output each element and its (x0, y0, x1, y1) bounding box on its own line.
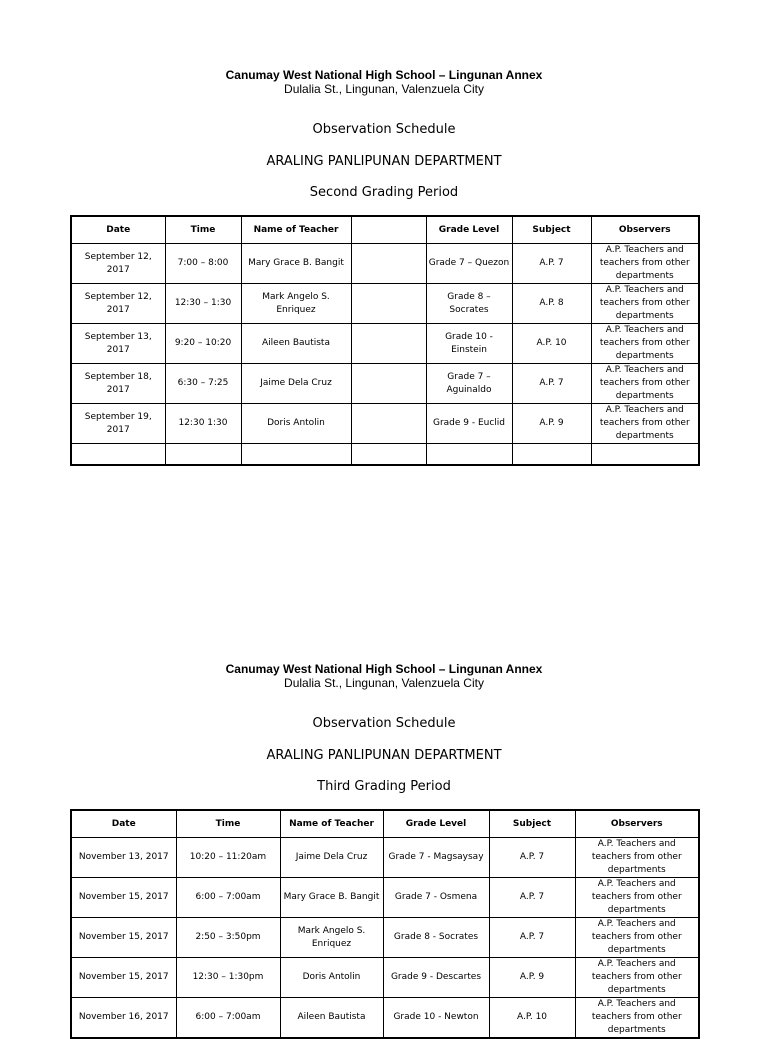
cell-subject: A.P. 9 (512, 404, 591, 444)
cell-empty (165, 444, 241, 466)
cell-teacher: Jaime Dela Cruz (241, 364, 351, 404)
table-row (71, 878, 699, 918)
cell-empty (351, 444, 426, 466)
cell-grade-level: Grade 7 – Aguinaldo (426, 364, 512, 404)
cell-observers: A.P. Teachers and teachers from other departments (591, 284, 699, 324)
cell-grade-level: Grade 9 - Euclid (426, 404, 512, 444)
schedule-table (70, 809, 700, 1039)
table-row (71, 918, 699, 958)
header-grade-level: Grade Level (383, 810, 489, 838)
cell-time: 10:20 – 11:20am (176, 838, 280, 878)
cell-date: November 16, 2017 (71, 998, 176, 1039)
cell-teacher: Mary Grace B. Bangit (241, 244, 351, 284)
cell-grade-level: Grade 7 - Magsaysay (383, 838, 489, 878)
header-teacher: Name of Teacher (241, 216, 351, 244)
table-row (71, 404, 699, 444)
cell-time: 12:30 – 1:30 (165, 284, 241, 324)
cell-subject: A.P. 7 (512, 364, 591, 404)
cell-observers: A.P. Teachers and teachers from other departments (575, 878, 699, 918)
cell-subject: A.P. 8 (512, 284, 591, 324)
cell-date: November 15, 2017 (71, 918, 176, 958)
school-address: Dulalia St., Lingunan, Valenzuela City (284, 676, 484, 690)
cell-grade-level: Grade 7 - Osmena (383, 878, 489, 918)
header-subject: Subject (512, 216, 591, 244)
cell-time: 2:50 – 3:50pm (176, 918, 280, 958)
cell-observers: A.P. Teachers and teachers from other departments (591, 404, 699, 444)
table-header-row (71, 216, 699, 244)
cell-time: 12:30 1:30 (165, 404, 241, 444)
header-time: Time (165, 216, 241, 244)
header-observers: Observers (575, 810, 699, 838)
header-time: Time (176, 810, 280, 838)
cell-subject: A.P. 10 (489, 998, 575, 1039)
cell-time: 6:00 – 7:00am (176, 998, 280, 1039)
cell-grade-level: Grade 8 - Socrates (383, 918, 489, 958)
cell-blank (351, 404, 426, 444)
cell-date: September 12, 2017 (71, 244, 165, 284)
cell-date: November 15, 2017 (71, 878, 176, 918)
cell-empty (512, 444, 591, 466)
cell-date: September 18, 2017 (71, 364, 165, 404)
department-title: ARALING PANLIPUNAN DEPARTMENT (266, 748, 502, 763)
cell-observers: A.P. Teachers and teachers from other departments (591, 364, 699, 404)
cell-teacher: Mark Angelo S. Enriquez (241, 284, 351, 324)
schedule-table (70, 215, 700, 466)
table-row (71, 838, 699, 878)
cell-empty (426, 444, 512, 466)
table-row (71, 998, 699, 1039)
header-date: Date (71, 216, 165, 244)
cell-observers: A.P. Teachers and teachers from other departments (591, 244, 699, 284)
header-observers: Observers (591, 216, 699, 244)
cell-subject: A.P. 7 (489, 878, 575, 918)
school-name: Canumay West National High School – Lingunan Annex (225, 662, 543, 676)
school-address: Dulalia St., Lingunan, Valenzuela City (284, 82, 484, 96)
cell-empty (591, 444, 699, 466)
cell-date: September 12, 2017 (71, 284, 165, 324)
cell-teacher: Mary Grace B. Bangit (280, 878, 383, 918)
cell-time: 12:30 – 1:30pm (176, 958, 280, 998)
header-teacher: Name of Teacher (280, 810, 383, 838)
grading-period-title: Second Grading Period (309, 185, 459, 200)
cell-observers: A.P. Teachers and teachers from other departments (591, 324, 699, 364)
cell-date: September 13, 2017 (71, 324, 165, 364)
cell-date: September 19, 2017 (71, 404, 165, 444)
header-date: Date (71, 810, 176, 838)
cell-observers: A.P. Teachers and teachers from other departments (575, 958, 699, 998)
table-header-row (71, 810, 699, 838)
grading-period-title: Third Grading Period (317, 779, 451, 794)
cell-subject: A.P. 7 (512, 244, 591, 284)
cell-subject: A.P. 7 (489, 918, 575, 958)
cell-teacher: Doris Antolin (241, 404, 351, 444)
cell-subject: A.P. 9 (489, 958, 575, 998)
schedule-title: Observation Schedule (312, 716, 456, 731)
table-row (71, 244, 699, 284)
cell-teacher: Jaime Dela Cruz (280, 838, 383, 878)
cell-grade-level: Grade 8 – Socrates (426, 284, 512, 324)
table-row (71, 364, 699, 404)
cell-blank (351, 364, 426, 404)
cell-empty (241, 444, 351, 466)
cell-observers: A.P. Teachers and teachers from other departments (575, 998, 699, 1039)
cell-blank (351, 244, 426, 284)
cell-teacher: Aileen Bautista (280, 998, 383, 1039)
cell-grade-level: Grade 10 - Einstein (426, 324, 512, 364)
cell-grade-level: Grade 7 – Quezon (426, 244, 512, 284)
cell-blank (351, 324, 426, 364)
cell-date: November 13, 2017 (71, 838, 176, 878)
cell-teacher: Mark Angelo S. Enriquez (280, 918, 383, 958)
cell-date: November 15, 2017 (71, 958, 176, 998)
cell-subject: A.P. 10 (512, 324, 591, 364)
cell-time: 6:00 – 7:00am (176, 878, 280, 918)
cell-teacher: Aileen Bautista (241, 324, 351, 364)
cell-empty (71, 444, 165, 466)
cell-subject: A.P. 7 (489, 838, 575, 878)
cell-time: 9:20 – 10:20 (165, 324, 241, 364)
header-blank (351, 216, 426, 244)
cell-time: 6:30 – 7:25 (165, 364, 241, 404)
header-grade-level: Grade Level (426, 216, 512, 244)
cell-time: 7:00 – 8:00 (165, 244, 241, 284)
table-row (71, 324, 699, 364)
cell-grade-level: Grade 10 - Newton (383, 998, 489, 1039)
schedule-title: Observation Schedule (312, 122, 456, 137)
cell-observers: A.P. Teachers and teachers from other departments (575, 838, 699, 878)
cell-grade-level: Grade 9 - Descartes (383, 958, 489, 998)
department-title: ARALING PANLIPUNAN DEPARTMENT (266, 154, 502, 169)
cell-blank (351, 284, 426, 324)
table-row-empty (71, 444, 699, 466)
table-row (71, 284, 699, 324)
table-row (71, 958, 699, 998)
header-subject: Subject (489, 810, 575, 838)
cell-teacher: Doris Antolin (280, 958, 383, 998)
school-name: Canumay West National High School – Lingunan Annex (225, 68, 543, 82)
cell-observers: A.P. Teachers and teachers from other departments (575, 918, 699, 958)
